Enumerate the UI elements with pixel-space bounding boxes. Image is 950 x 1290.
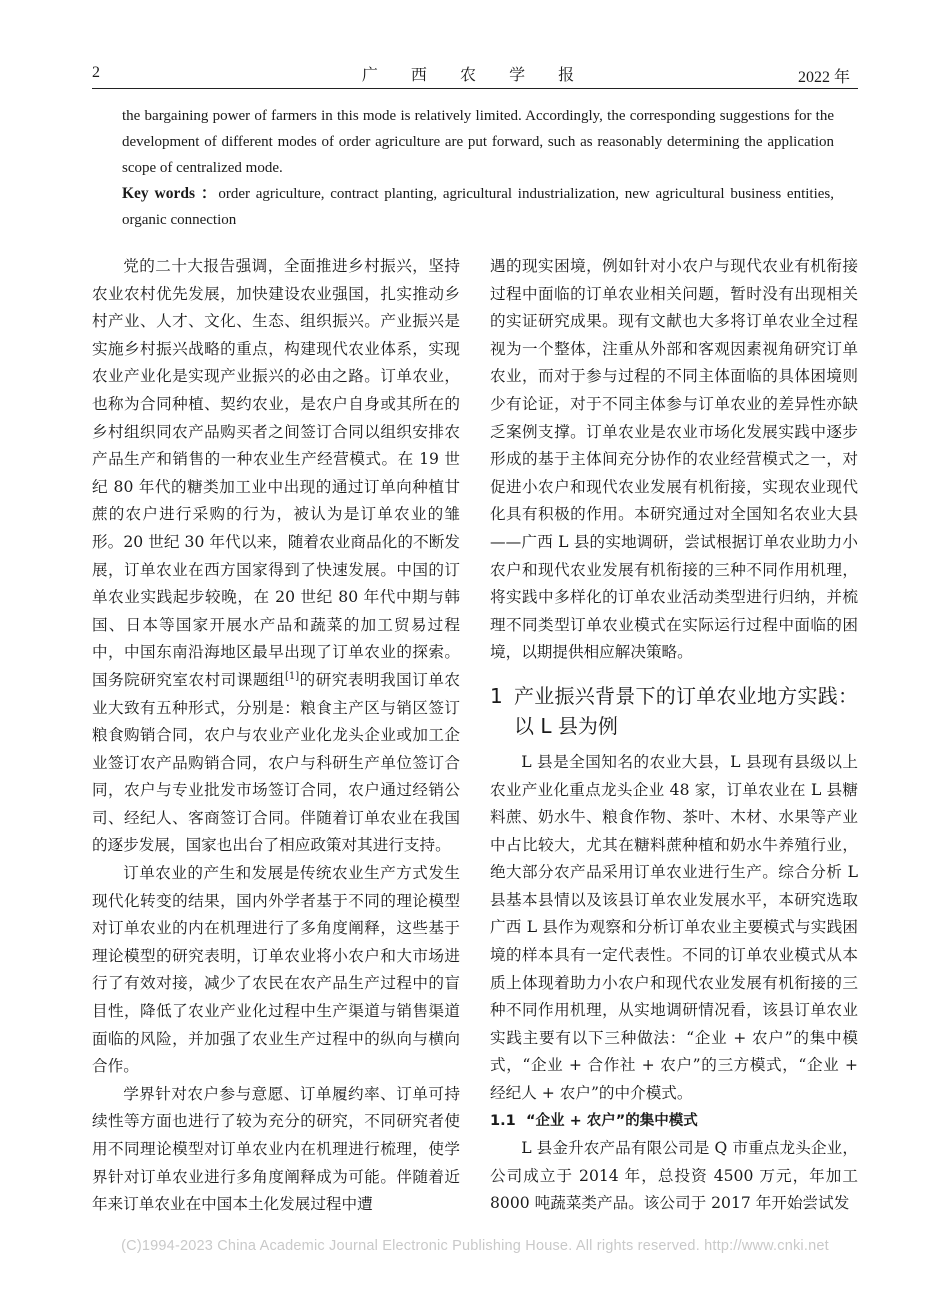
paragraph: 学界针对农户参与意愿、订单履约率、订单可持续性等方面也进行了较为充分的研究，不同研究者使用不同理论模型对订单农业内在机理进行梳理，使学界针对订单农业进行多角度阐释成为可能。伴随着近年来订单农业在中国本土化发展过程中遭 [92,1084,460,1214]
left-column [92,253,460,1219]
paragraph-text: 党的二十大报告强调，全面推进乡村振兴，坚持农业农村优先发展，加快建设农业强国，扎实推动乡村产业、人才、文化、生态、组织振兴。产业振兴是实施乡村振兴战略的重点，构建现代农业体系，实现农业产业化是实现产业振兴的必由之路。订单农业，也称为合同种植、契约农业，是农户自身或其所在的乡村组织同农产品购买者之间签订合同以组织安排农产品生产和销售的一种农业生产经营模式。在 19 世纪 80 年代的糖类加工业中出现的通过订单向种植甘蔗的农户进行采购的行为，被认为是订单农业的雏形。20 世纪 30 年代以来，随着农业商品化的不断发展，订单农业在西方国家得到了快速发展。中国的订单农业实践起步较晚，在 20 世纪 80 年代中期与韩国、日本等国家开展水产品和蔬菜的加工贸易过程中，中国东南沿海地区最早出现了订单农业的探索。国务院研究室农村司课题组 [92,257,460,689]
paragraph: L 县金升农产品有限公司是 Q 市重点龙头企业，公司成立于 2014 年，总投资 4500 万元，年加工 8000 吨蔬菜类产品。该公司于 2017 年开始尝试发 [490,1139,858,1213]
subsection-title: “企业 + 农户”的集中模式 [526,1112,698,1129]
paragraph: L 县是全国知名的农业大县，L 县现有县级以上农业产业化重点龙头企业 48 家，订单农业在 L 县糖料蔗、奶水牛、粮食作物、茶叶、木材、水果等产业中占比较大，尤其在糖料蔗种植和奶水牛养殖行业，绝大部分农产品采用订单农业进行生产。综合分析 L 县基本县情以及该县订单农业发展水平，本研究选取广西 L 县作为观察和分析订单农业主要模式与实践困境的样本具有一定代表性。不同的订单农业模式从本质上体现着助力小农户和现代农业发展有机衔接的三种不同作用机理，从实地调研情况看，该县订单农业实践主要有以下三种做法：“企业 + 农户”的集中模式，“企业 + 合作社 + 农户”的三方模式，“企业 + 经纪人 + 农户”的中介模式。 [490,752,858,1103]
page-number: 2 [92,64,100,81]
subsection-heading [490,1108,858,1136]
paragraph [92,253,460,860]
citation-ref: [1] [284,670,300,682]
paragraph-text: 的研究表明我国订单农业大致有五种形式，分别是：粮食主产区与销区签订粮食购销合同，农户与农业产业化龙头企业或加工企业签订农产品购销合同，农户与科研生产单位签订合同，农户与专业批发市场签订合同，农户通过经销公司、经纪人、客商签订合同。伴随着订单农业在我国的逐步发展，国家也出台了相应政策对其进行支持。 [92,670,460,855]
keywords-text: order agriculture, contract planting, agricultural industrialization, new agricultural business entities, organic connection [122,186,834,228]
section-number: 1 [490,683,503,708]
publication-year: 2022 年 [797,69,850,86]
section-title: 产业振兴背景下的订单农业地方实践：以 L 县为例 [514,683,858,738]
page-header [0,0,950,90]
subsection-number: 1.1 [490,1112,516,1129]
english-abstract [122,103,834,233]
abstract-text: the bargaining power of farmers in this mode is relatively limited. Accordingly, the corresponding suggestions for the development of different modes of order agriculture are put forward, such as reasonably determining the application scope of centralized mode. [122,108,834,176]
section-heading [490,681,858,741]
keywords-line [122,181,834,233]
right-column [490,253,858,1218]
paragraph: 遇的现实困境，例如针对小农户与现代农业有机衔接过程中面临的订单农业相关问题，暂时没有出现相关的实证研究成果。现有文献也大多将订单农业全过程视为一个整体，注重从外部和客观因素视角研究订单农业，而对于参与过程的不同主体面临的具体困境则少有论证，对于不同主体参与订单农业的差异性亦缺乏案例支撑。订单农业是农业市场化发展实践中逐步形成的基于主体间充分协作的农业经营模式之一，对促进小农户和现代农业发展有机衔接，实现农业现代化具有积极的作用。本研究通过对全国知名农业大县——广西 L 县的实地调研，尝试根据订单农业助力小农户和现代农业发展有机衔接的三种不同作用机理，将实践中多样化的订单农业活动类型进行归纳，并梳理不同类型订单农业模式在实际运行过程中面临的困境，以期提供相应解决策略。 [490,257,858,662]
journal-title: 广 西 农 学 报 [361,65,589,84]
copyright-footer: (C)1994-2023 China Academic Journal Electronic Publishing House. All rights reserved. http://www.cnki.net [121,1238,829,1254]
keywords-label: Key words ： [122,185,219,202]
paragraph: 订单农业的产生和发展是传统农业生产方式发生现代化转变的结果，国内外学者基于不同的理论模型对订单农业的内在机理进行了多角度阐释，这些基于理论模型的研究表明，订单农业将小农户和大市场进行了有效对接，减少了农民在农产品生产过程中的盲目性，降低了农业产业化过程中生产渠道与销售渠道面临的风险，并加强了农业生产过程中的纵向与横向合作。 [92,864,460,1076]
header-rule [92,88,858,89]
